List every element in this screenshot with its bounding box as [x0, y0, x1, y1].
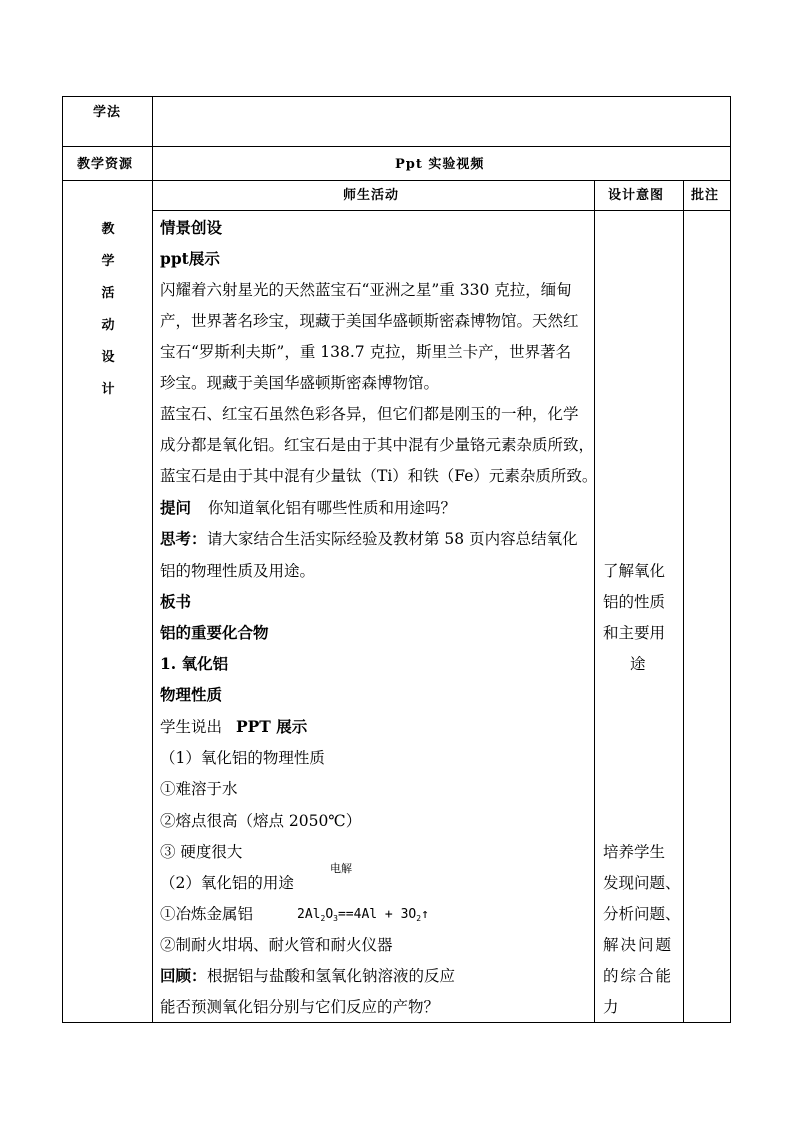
gas-arrow-icon: ↑ [421, 907, 429, 922]
header-design-intent: 设计意图 [608, 188, 665, 203]
para2-line3: 蓝宝石是由于其中混有少量钛（Ti）和铁（Fe）元素杂质所致。 [160, 467, 598, 485]
uses-title: （2）氧化铝的用途 [160, 874, 294, 892]
physical-heading: 物理性质 [160, 685, 223, 704]
side-label-char-3: 活 [101, 286, 115, 301]
prop-insoluble: ①难溶于水 [160, 780, 238, 798]
intent1-line4: 途 [630, 655, 646, 673]
think-line1: 请大家结合生活实际经验及教材第 58 页内容总结氧化 [207, 530, 578, 548]
students-say: 学生说出 [160, 718, 223, 736]
study-method-label: 学法 [93, 105, 122, 120]
question-text: 你知道氧化铝有哪些性质和用途吗？ [208, 499, 457, 517]
use-refractory: ②制耐火坩埚、耐火管和耐火仪器 [160, 936, 393, 954]
equation-left: 2Al [297, 907, 321, 922]
equation-right: ==4Al + 3O [337, 907, 417, 922]
side-label-char-4: 动 [101, 318, 115, 333]
table-border-row1 [62, 146, 731, 147]
side-label-char-5: 设 [101, 350, 115, 365]
table-border-col2 [594, 180, 595, 1023]
review-line1: 根据铝与盐酸和氢氧化钠溶液的反应 [207, 967, 456, 985]
review-line2: 能否预测氧化铝分别与它们反应的产物？ [160, 998, 440, 1016]
table-border-top [62, 96, 731, 97]
review-label: 回顾： [160, 966, 207, 985]
prop-melting-point: ②熔点很高（熔点 2050℃） [160, 812, 362, 830]
side-label-char-2: 学 [101, 254, 115, 269]
question-label: 提问 [160, 498, 192, 517]
equation-oxygen: O [325, 907, 334, 922]
intro-heading: 情景创设 [160, 218, 223, 237]
para1-line4: 珍宝。现藏于美国华盛顿斯密森博物馆。 [160, 374, 440, 392]
intent2-line3: 分析问题、 [603, 905, 681, 923]
electrolysis-equation [297, 906, 429, 924]
intent2-line5: 的综合能 [603, 967, 674, 985]
table-border-col3 [683, 180, 684, 1023]
equation-sub-o: 3 [333, 914, 338, 923]
ppt-show: PPT 展示 [236, 717, 308, 736]
board-heading: 板书 [160, 592, 192, 611]
intent2-line6: 力 [603, 998, 619, 1016]
ppt-heading: ppt展示 [160, 249, 220, 268]
intent2-line4: 解决问题 [603, 936, 674, 954]
para2-line2: 成分都是氧化铝。红宝石是由于其中混有少量铬元素杂质所致， [160, 436, 595, 454]
intent2-line1: 培养学生 [603, 843, 666, 861]
table-border-left [62, 96, 63, 1023]
compounds-heading: 铝的重要化合物 [160, 623, 269, 642]
table-border-col1 [152, 96, 153, 1023]
resources-label: 教学资源 [77, 157, 134, 172]
table-border-right [730, 96, 731, 1023]
think-line2: 铝的物理性质及用途。 [160, 562, 316, 580]
header-activity: 师生活动 [343, 188, 400, 203]
phys-props-title: （1）氧化铝的物理性质 [160, 749, 325, 767]
side-label-char-6: 计 [101, 382, 115, 397]
use-smelting: ①冶炼金属铝 [160, 905, 254, 923]
para1-line2: 产，世界著名珍宝，现藏于美国华盛顿斯密森博物馆。天然红 [160, 312, 579, 330]
prop-hardness: ③ 硬度很大 [160, 843, 243, 861]
table-border-row2 [62, 180, 731, 181]
resources-value: Ppt 实验视频 [395, 157, 485, 172]
para2-line1: 蓝宝石、红宝石虽然色彩各异，但它们都是刚玉的一种，化学 [160, 405, 579, 423]
para1-line3: 宝石“罗斯利夫斯”，重 138.7 克拉，斯里兰卡产，世界著名 [160, 343, 572, 361]
electrolysis-label: 电解 [330, 862, 352, 875]
intent1-line3: 和主要用 [603, 624, 666, 642]
alumina-heading: 1. 氧化铝 [160, 654, 229, 673]
intent1-line2: 铝的性质 [603, 593, 666, 611]
equation-sub-o2: 2 [416, 914, 422, 923]
intent2-line2: 发现问题、 [603, 874, 681, 892]
para1-line1: 闪耀着六射星光的天然蓝宝石“亚洲之星”重 330 克拉，缅甸 [160, 281, 572, 299]
header-annotation: 批注 [691, 188, 720, 203]
equation-sub-al: 2 [320, 914, 326, 923]
think-label: 思考： [160, 529, 207, 548]
side-label-char-1: 教 [101, 222, 115, 237]
table-border-header [152, 210, 731, 211]
intent1-line1: 了解氧化 [603, 562, 666, 580]
table-border-bottom [62, 1022, 731, 1023]
